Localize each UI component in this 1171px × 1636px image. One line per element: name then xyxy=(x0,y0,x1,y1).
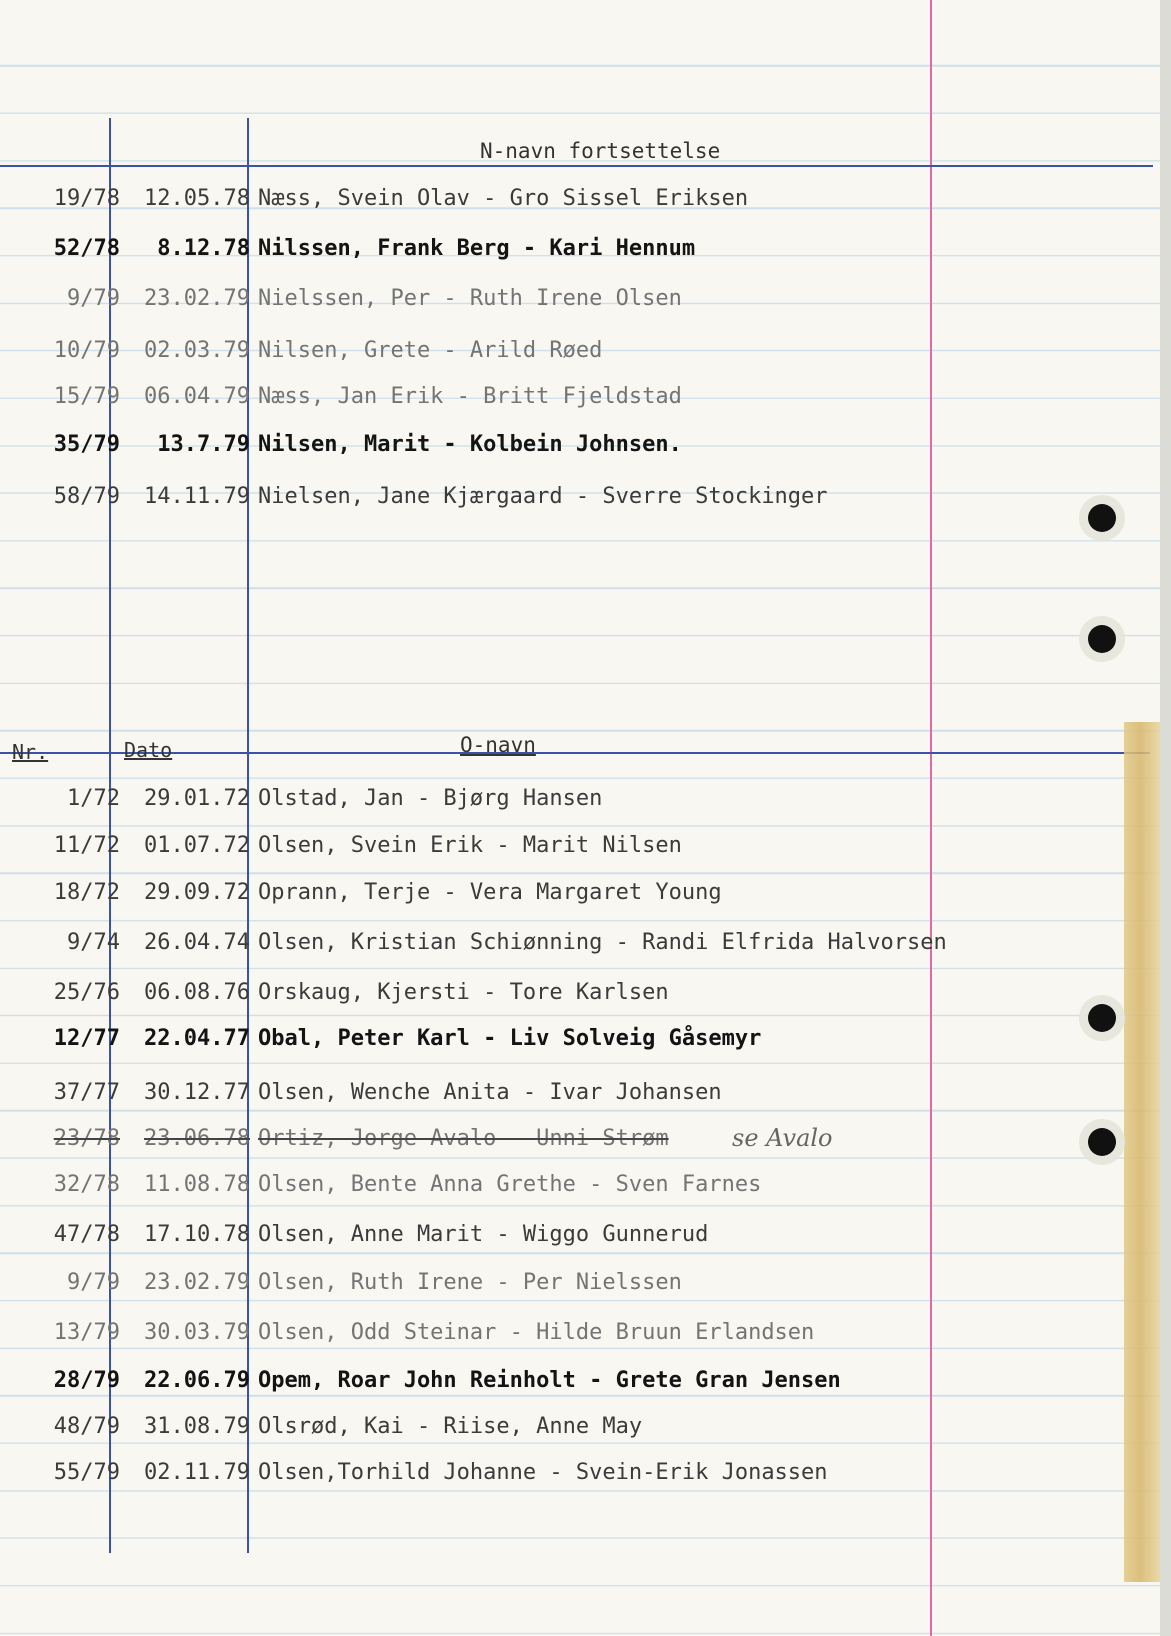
entry-number: 52/78 xyxy=(53,236,120,261)
entry-names: Olsen, Wenche Anita - Ivar Johansen xyxy=(258,1080,722,1105)
entry-date: 13.7.79 xyxy=(157,432,250,457)
header-rule-middle xyxy=(0,752,1150,754)
entry-names: Olstad, Jan - Bjørg Hansen xyxy=(258,786,603,811)
entry-date: 23.02.79 xyxy=(144,286,250,311)
entry-names: Olsen,Torhild Johanne - Svein-Erik Jonassen xyxy=(258,1460,828,1485)
entry-names: Olsen, Bente Anna Grethe - Sven Farnes xyxy=(258,1172,762,1197)
entry-date: 30.03.79 xyxy=(144,1320,250,1345)
entry-names: Olsrød, Kai - Riise, Anne May xyxy=(258,1414,643,1439)
column-header-dato: Dato xyxy=(124,738,173,762)
entry-date: 29.09.72 xyxy=(144,880,250,905)
entry-names: Nilssen, Frank Berg - Kari Hennum xyxy=(258,236,696,261)
entry-names: Olsen, Svein Erik - Marit Nilsen xyxy=(258,833,682,858)
entry-number: 28/79 xyxy=(53,1368,120,1393)
entry-number: 35/79 xyxy=(53,432,120,457)
entry-number: 9/79 xyxy=(67,1270,120,1295)
entry-date: 29.01.72 xyxy=(144,786,250,811)
entry-names: Olsen, Odd Steinar - Hilde Bruun Erlandsen xyxy=(258,1320,815,1345)
entry-number: 18/72 xyxy=(53,880,120,905)
entry-row xyxy=(0,484,1160,524)
entry-number: 32/78 xyxy=(53,1172,120,1197)
column-header-nr: Nr. xyxy=(12,740,49,764)
entry-names: Næss, Jan Erik - Britt Fjeldstad xyxy=(258,384,682,409)
entry-names: Obal, Peter Karl - Liv Solveig Gåsemyr xyxy=(258,1026,762,1051)
entry-number: 25/76 xyxy=(53,980,120,1005)
entry-names: Olsen, Kristian Schiønning - Randi Elfrida Halvorsen xyxy=(258,930,947,955)
entry-date: 8.12.78 xyxy=(157,236,250,261)
entry-row xyxy=(0,1080,1160,1120)
entry-date: 14.11.79 xyxy=(144,484,250,509)
entry-date: 12.05.78 xyxy=(144,186,250,211)
entry-row xyxy=(0,1460,1160,1500)
entry-date: 23.02.79 xyxy=(144,1270,250,1295)
entry-row xyxy=(0,880,1160,920)
entry-date: 22.06.79 xyxy=(144,1368,250,1393)
entry-names: Nilsen, Grete - Arild Røed xyxy=(258,338,603,363)
entry-date: 22.04.77 xyxy=(144,1026,250,1051)
entry-number: 9/79 xyxy=(67,286,120,311)
entry-number: 13/79 xyxy=(53,1320,120,1345)
entry-number: 11/72 xyxy=(53,833,120,858)
entry-names: Nielssen, Per - Ruth Irene Olsen xyxy=(258,286,682,311)
entry-row xyxy=(0,1368,1160,1408)
section-title-o: O-navn xyxy=(460,733,536,757)
header-rule-top xyxy=(0,165,1153,167)
entry-number: 15/79 xyxy=(53,384,120,409)
entry-row xyxy=(0,1320,1160,1360)
entry-row xyxy=(0,432,1160,472)
section-title-n: N-navn fortsettelse xyxy=(480,139,721,163)
entry-number: 48/79 xyxy=(53,1414,120,1439)
entry-number: 12/77 xyxy=(53,1026,120,1051)
entry-names: Ortiz, Jorge Avalo - Unni Strøm xyxy=(258,1126,669,1151)
entry-date: 02.03.79 xyxy=(144,338,250,363)
entry-row xyxy=(0,1270,1160,1310)
entry-row xyxy=(0,930,1160,970)
entry-date: 01.07.72 xyxy=(144,833,250,858)
entry-names: Olsen, Anne Marit - Wiggo Gunnerud xyxy=(258,1222,709,1247)
punch-hole xyxy=(1088,625,1116,653)
entry-row xyxy=(0,1126,1160,1166)
entry-number: 9/74 xyxy=(67,930,120,955)
entry-names: Nielsen, Jane Kjærgaard - Sverre Stockinger xyxy=(258,484,828,509)
entry-names: Næss, Svein Olav - Gro Sissel Eriksen xyxy=(258,186,749,211)
entry-number: 23/78 xyxy=(53,1126,120,1151)
entry-date: 31.08.79 xyxy=(144,1414,250,1439)
entry-date: 11.08.78 xyxy=(144,1172,250,1197)
entry-row xyxy=(0,1414,1160,1454)
entry-names: Opem, Roar John Reinholt - Grete Gran Jensen xyxy=(258,1368,841,1393)
entry-number: 55/79 xyxy=(53,1460,120,1485)
entry-number: 47/78 xyxy=(53,1222,120,1247)
entry-row xyxy=(0,236,1160,276)
entry-date: 26.04.74 xyxy=(144,930,250,955)
entry-row xyxy=(0,980,1160,1020)
entry-number: 1/72 xyxy=(67,786,120,811)
entry-row xyxy=(0,286,1160,326)
entry-names: Olsen, Ruth Irene - Per Nielssen xyxy=(258,1270,682,1295)
entry-row xyxy=(0,786,1160,826)
entry-row xyxy=(0,1026,1160,1066)
entry-number: 19/78 xyxy=(53,186,120,211)
entry-date: 06.04.79 xyxy=(144,384,250,409)
entry-number: 10/79 xyxy=(53,338,120,363)
entry-date: 02.11.79 xyxy=(144,1460,250,1485)
entry-number: 37/77 xyxy=(53,1080,120,1105)
entry-row xyxy=(0,186,1160,226)
entry-date: 23.06.78 xyxy=(144,1126,250,1151)
entry-row xyxy=(0,384,1160,424)
entry-row xyxy=(0,833,1160,873)
entry-row xyxy=(0,338,1160,378)
entry-date: 30.12.77 xyxy=(144,1080,250,1105)
handwritten-note: se Avalo xyxy=(732,1124,833,1152)
entry-row xyxy=(0,1222,1160,1262)
entry-date: 17.10.78 xyxy=(144,1222,250,1247)
entry-number: 58/79 xyxy=(53,484,120,509)
entry-names: Nilsen, Marit - Kolbein Johnsen. xyxy=(258,432,682,457)
entry-row xyxy=(0,1172,1160,1212)
entry-names: Orskaug, Kjersti - Tore Karlsen xyxy=(258,980,669,1005)
entry-names: Oprann, Terje - Vera Margaret Young xyxy=(258,880,722,905)
entry-date: 06.08.76 xyxy=(144,980,250,1005)
